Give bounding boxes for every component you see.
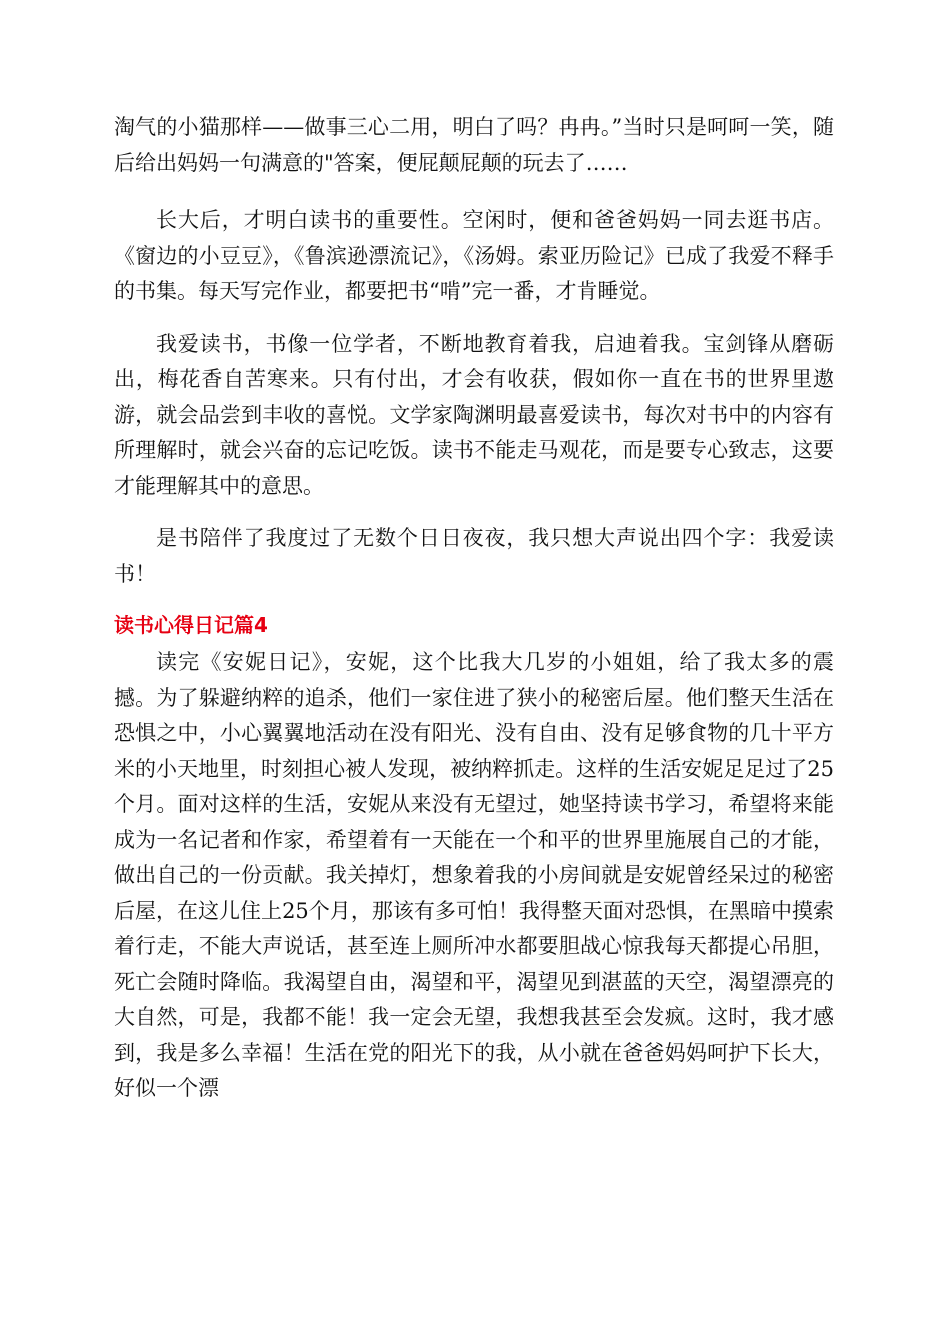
section-heading: 读书心得日记篇4 <box>114 613 268 637</box>
paragraph-anne-diary: 读完《安妮日记》，安妮，这个比我大几岁的小姐姐，给了我太多的震撼。为了躲避纳粹的追杀，他们一家住进了狭小的秘密后屋。他们整天生活在恐惧之中，小心翼翼地活动在没有阳光、没有自由、没有足够食物的几十平方米的小天地里，时刻担心被人发现，被纳粹抓走。这样的生活安妮足足过了25个月。面对这样的生活，安妮从来没有无望过，她坚持读书学习，希望将来能成为一名记者和作家，希望着有一天能在一个和平的世界里施展自己的才能，做出自己的一份贡献。我关掉灯，想象着我的小房间就是安妮曾经呆过的秘密后屋，在这儿住上25个月，那该有多可怕！我得整天面对恐惧，在黑暗中摸索着行走，不能大声说话，甚至连上厕所冲水都要胆战心惊我每天都提心吊胆，死亡会随时降临。我渴望自由，渴望和平，渴望见到湛蓝的天空，渴望漂亮的大自然，可是，我都不能！我一定会无望，我想我甚至会发疯。这时，我才感到，我是多么幸福！生活在党的阳光下的我，从小就在爸爸妈妈呵护下长大，好似一个漂 <box>114 650 834 1100</box>
paragraph-growing-up: 长大后，才明白读书的重要性。空闲时，便和爸爸妈妈一同去逛书店。《窗边的小豆豆》，《鲁滨逊漂流记》，《汤姆。索亚历险记》已成了我爱不释手的书集。每天写完作业，都要把书“啃”完一番，才肯睡觉。 <box>114 208 834 303</box>
paragraph-conclusion: 是书陪伴了我度过了无数个日日夜夜，我只想大声说出四个字：我爱读书！ <box>114 526 834 586</box>
paragraph-continuation: 淘气的小猫那样——做事三心二用，明白了吗？冉冉。”当时只是呵呵一笑，随后给出妈妈一句满意的"答案，便屁颠屁颠的玩去了…… <box>114 115 834 175</box>
document-body <box>114 110 834 1124</box>
paragraph-love-reading: 我爱读书，书像一位学者，不断地教育着我，启迪着我。宝剑锋从磨砺出，梅花香自苦寒来。只有付出，才会有收获，假如你一直在书的世界里遨游，就会品尝到丰收的喜悦。文学家陶渊明最喜爱读书，每次对书中的内容有所理解时，就会兴奋的忘记吃饭。读书不能走马观花，而是要专心致志，这要才能理解其中的意思。 <box>114 331 834 498</box>
